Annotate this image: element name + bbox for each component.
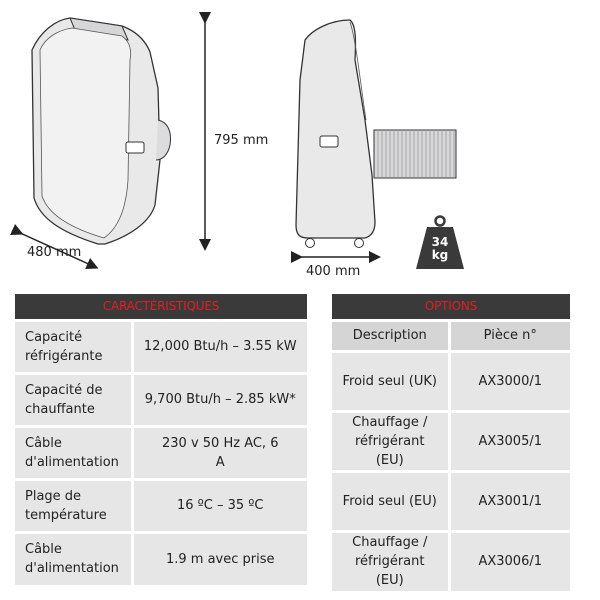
spec-value: 230 v 50 Hz AC, 6 A: [132, 426, 307, 479]
spec-value: 9,700 Btu/h – 2.85 kW*: [132, 373, 307, 426]
weight-unit: kg: [431, 248, 449, 262]
option-part-number: AX3001/1: [449, 471, 570, 531]
table-row: [332, 531, 570, 591]
options-column-headers: [332, 320, 570, 351]
spec-label: Câble d'alimentation: [15, 426, 132, 479]
front-width-dimension-label: 480 mm: [27, 245, 82, 260]
table-row: [332, 471, 570, 531]
column-header-description: Description: [332, 320, 449, 351]
option-part-number: AX3006/1: [449, 531, 570, 591]
exhaust-hose: [374, 130, 456, 178]
table-row: [15, 426, 307, 479]
option-part-number: AX3000/1: [449, 351, 570, 411]
height-dimension-label: 795 mm: [214, 133, 269, 148]
weight-value: 34: [431, 235, 449, 249]
spec-value: 16 ºC – 35 ºC: [132, 479, 307, 532]
spec-label: Capacité réfrigérante: [15, 320, 132, 373]
table-row: [332, 351, 570, 411]
table-row: [15, 373, 307, 426]
specifications-title: CARACTÉRISTIQUES: [15, 294, 307, 320]
option-description: Chauffage / réfrigérant (EU): [332, 531, 449, 591]
front-view-unit: [32, 18, 171, 244]
spec-label: Plage de température: [15, 479, 132, 532]
spec-value: 1.9 m avec prise: [132, 532, 307, 585]
spec-value: 12,000 Btu/h – 3.55 kW: [132, 320, 307, 373]
side-view-unit: [296, 20, 375, 248]
option-description: Froid seul (UK): [332, 351, 449, 411]
weight-label: [415, 236, 465, 262]
option-description: Chauffage / réfrigérant (EU): [332, 411, 449, 471]
table-row: [15, 532, 307, 585]
table-row: [15, 479, 307, 532]
option-part-number: AX3005/1: [449, 411, 570, 471]
options-title: OPTIONS: [332, 294, 570, 320]
side-depth-dimension-label: 400 mm: [306, 264, 361, 279]
spec-label: Câble d'alimentation: [15, 532, 132, 585]
product-drawings: [0, 0, 600, 290]
table-row: [15, 320, 307, 373]
specifications-table: [15, 294, 307, 585]
option-description: Froid seul (EU): [332, 471, 449, 531]
options-table: [332, 294, 570, 591]
column-header-part: Pièce n°: [449, 320, 570, 351]
spec-label: Capacité de chauffante: [15, 373, 132, 426]
table-row: [332, 411, 570, 471]
